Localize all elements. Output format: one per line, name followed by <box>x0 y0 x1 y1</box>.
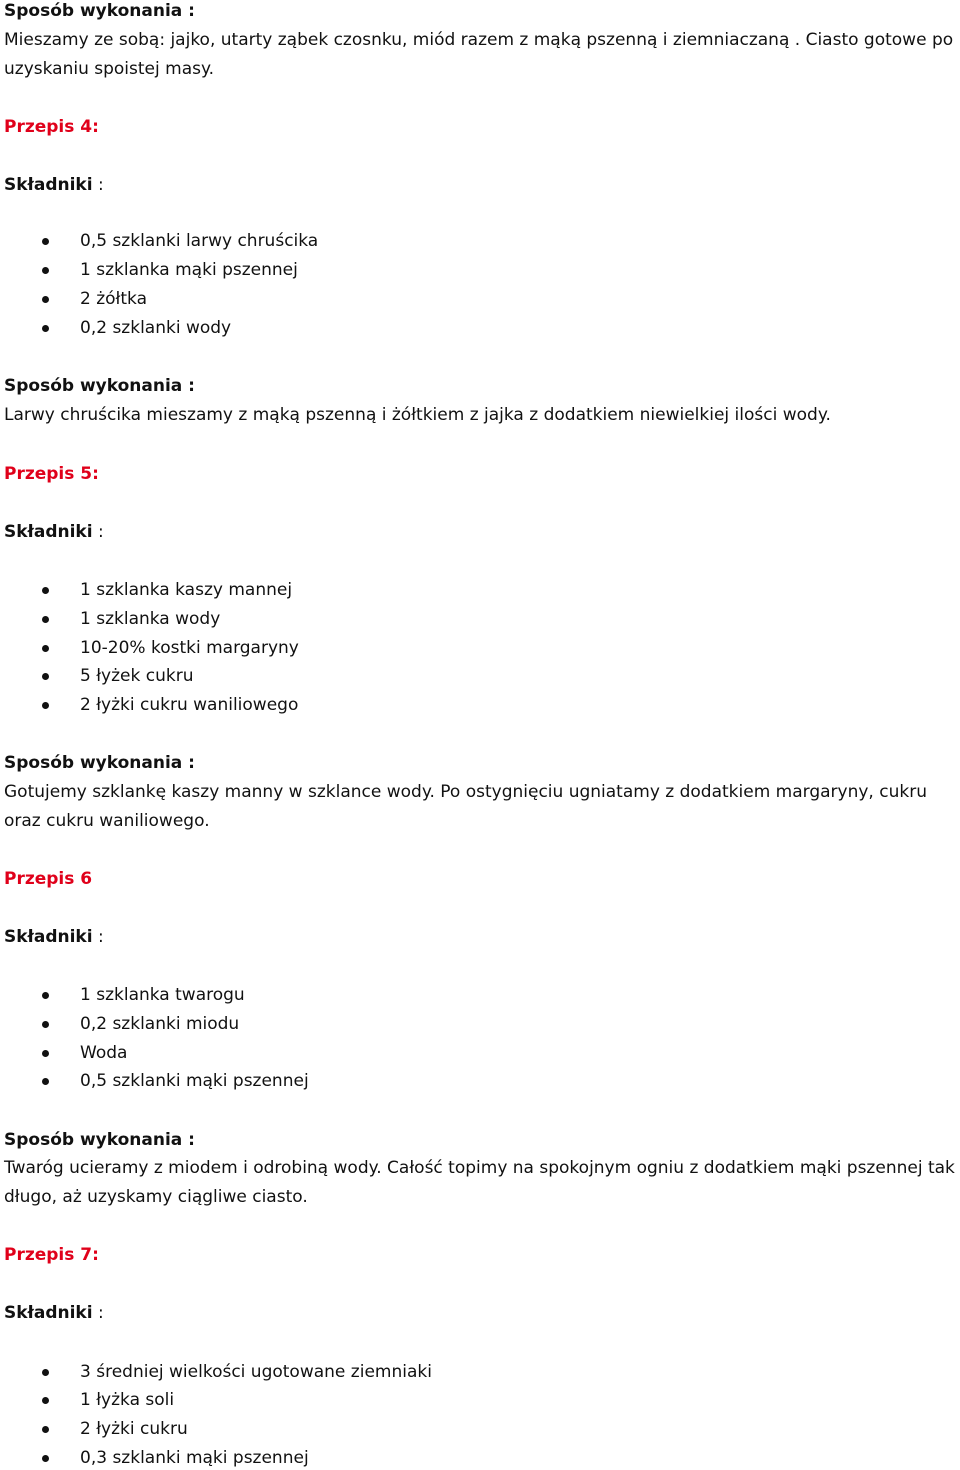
method-text: Gotujemy szklankę kaszy manny w szklance wody. Po ostygnięciu ugniatamy z dodatkiem margaryny, cukru oraz cukru waniliowego. <box>4 782 927 831</box>
recipe-title: Przepis 6 <box>4 869 93 889</box>
bullet-icon <box>42 1021 49 1028</box>
ingredients-colon: : <box>92 1303 104 1323</box>
bullet-icon <box>42 238 49 245</box>
method-heading: Sposób wykonania : <box>4 1130 195 1150</box>
method-text: Mieszamy ze sobą: jajko, utarty ząbek czosnku, miód razem z mąką pszenną i ziemniaczaną . Ciasto gotowe po uzyskaniu spoistej masy. <box>4 30 954 79</box>
bullet-icon <box>42 587 49 594</box>
recipe-title: Przepis 4: <box>4 117 99 137</box>
recipe-title: Przepis 5: <box>4 464 99 484</box>
method-heading: Sposób wykonania : <box>4 1 195 21</box>
ingredient-item: 2 łyżki cukru waniliowego <box>80 695 299 715</box>
ingredient-item: 1 szklanka mąki pszennej <box>80 260 298 280</box>
ingredient-item: 1 szklanka kaszy mannej <box>80 580 293 600</box>
method-heading: Sposób wykonania : <box>4 753 195 773</box>
ingredients-label: Składniki <box>4 1303 93 1323</box>
bullet-icon <box>42 992 49 999</box>
ingredient-item: 2 łyżki cukru <box>80 1419 188 1439</box>
ingredient-item: 2 żółtka <box>80 289 148 309</box>
ingredient-item: 0,2 szklanki wody <box>80 318 232 338</box>
method-text: Twaróg ucieramy z miodem i odrobiną wody. Całość topimy na spokojnym ogniu z dodatkiem mąki pszennej tak długo, aż uzyskamy ciągliwe ciasto. <box>4 1158 955 1207</box>
recipe-title: Przepis 7: <box>4 1245 99 1265</box>
ingredients-heading <box>4 1302 104 1324</box>
ingredient-item: Woda <box>80 1043 128 1063</box>
bullet-icon <box>42 296 49 303</box>
method-text: Larwy chruścika mieszamy z mąką pszenną i żółtkiem z jajka z dodatkiem niewielkiej ilości wody. <box>4 405 831 425</box>
ingredients-heading <box>4 521 104 543</box>
bullet-icon <box>42 1369 49 1376</box>
bullet-icon <box>42 1455 49 1462</box>
bullet-icon <box>42 673 49 680</box>
bullet-icon <box>42 645 49 652</box>
ingredients-heading <box>4 174 104 196</box>
method-heading: Sposób wykonania : <box>4 376 195 396</box>
ingredient-item: 1 łyżka soli <box>80 1390 175 1410</box>
bullet-icon <box>42 1050 49 1057</box>
ingredient-item: 0,3 szklanki mąki pszennej <box>80 1448 309 1468</box>
ingredient-item: 3 średniej wielkości ugotowane ziemniaki <box>80 1362 432 1382</box>
bullet-icon <box>42 267 49 274</box>
ingredient-item: 0,2 szklanki miodu <box>80 1014 240 1034</box>
ingredient-item: 1 szklanka twarogu <box>80 985 245 1005</box>
ingredient-item: 10-20% kostki margaryny <box>80 638 299 658</box>
bullet-icon <box>42 325 49 332</box>
bullet-icon <box>42 1078 49 1085</box>
ingredients-label: Składniki <box>4 175 93 195</box>
ingredient-item: 0,5 szklanki mąki pszennej <box>80 1071 309 1091</box>
bullet-icon <box>42 702 49 709</box>
ingredient-item: 5 łyżek cukru <box>80 666 194 686</box>
ingredient-item: 0,5 szklanki larwy chruścika <box>80 231 319 251</box>
ingredients-heading <box>4 926 104 948</box>
ingredients-label: Składniki <box>4 927 93 947</box>
ingredients-colon: : <box>92 522 104 542</box>
bullet-icon <box>42 1426 49 1433</box>
ingredients-colon: : <box>92 175 104 195</box>
ingredients-colon: : <box>92 927 104 947</box>
ingredients-label: Składniki <box>4 522 93 542</box>
bullet-icon <box>42 616 49 623</box>
bullet-icon <box>42 1397 49 1404</box>
ingredient-item: 1 szklanka wody <box>80 609 221 629</box>
